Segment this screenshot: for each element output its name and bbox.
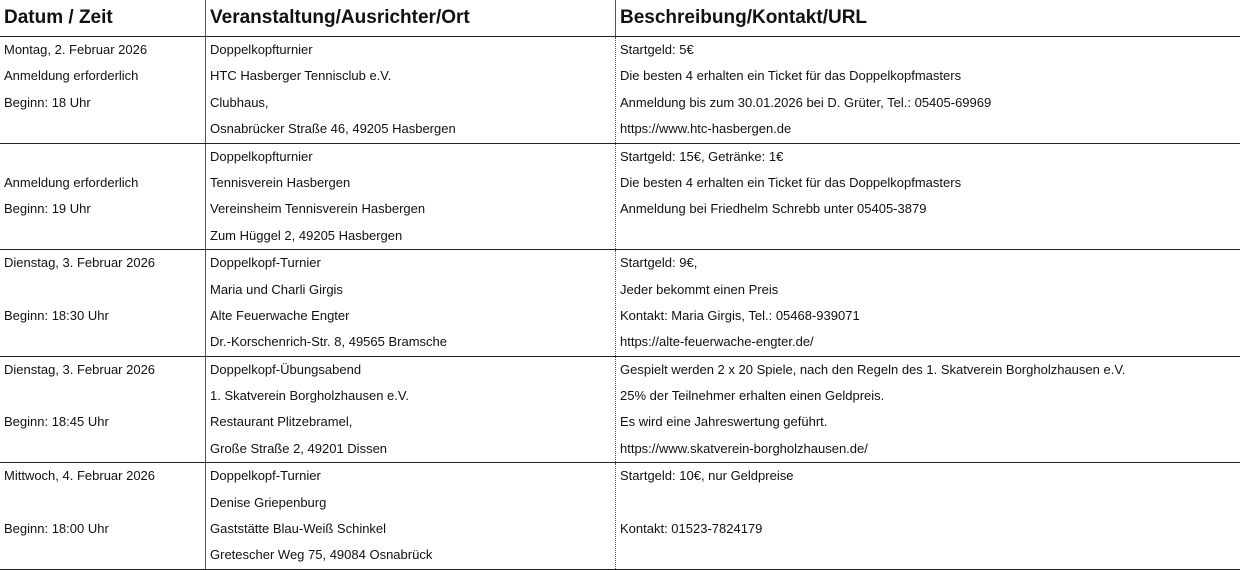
event-record: [0, 250, 1240, 357]
cell-line: Gretescher Weg 75, 49084 Osnabrück: [210, 547, 433, 563]
cell-line: Clubhaus,: [210, 94, 269, 110]
cell-line: [0, 116, 205, 142]
details-cell: [615, 357, 1240, 463]
cell-line: Dr.-Korschenrich-Str. 8, 49565 Bramsche: [210, 334, 447, 350]
cell-line: [0, 383, 205, 409]
datetime-cell: [0, 463, 205, 569]
cell-line: Dienstag, 3. Februar 2026: [4, 255, 156, 271]
cell-line: Anmeldung erforderlich: [4, 174, 139, 190]
event-record: [0, 357, 1240, 464]
cell-line: Beginn: 18:45 Uhr: [4, 414, 109, 430]
cell-line: Anmeldung bis zum 30.01.2026 bei D. Grüter, Tel.: 05405-69969: [620, 94, 992, 110]
details-cell: [615, 144, 1240, 250]
cell-line: Kontakt: Maria Girgis, Tel.: 05468-939071: [620, 307, 860, 323]
cell-line: Gaststätte Blau-Weiß Schinkel: [210, 521, 387, 537]
cell-line: Doppelkopf-Übungsabend: [210, 361, 362, 377]
cell-line: Startgeld: 10€, nur Geldpreise: [620, 468, 794, 484]
cell-line: Beginn: 18:30 Uhr: [4, 307, 109, 323]
header-details: Beschreibung/Kontakt/URL: [615, 0, 1240, 36]
header-datetime: Datum / Zeit: [4, 7, 113, 28]
cell-line: Restaurant Plitzebramel,: [210, 414, 353, 430]
event-record: [0, 37, 1240, 144]
event-cell: [205, 37, 615, 143]
cell-line: Alte Feuerwache Engter: [210, 307, 350, 323]
event-cell: [205, 144, 615, 250]
header-row: [0, 0, 1240, 37]
cell-line: 1. Skatverein Borgholzhausen e.V.: [210, 388, 409, 404]
cell-line: Anmeldung bei Friedhelm Schrebb unter 05405-3879: [620, 201, 927, 217]
cell-line: https://alte-feuerwache-engter.de/: [620, 334, 814, 350]
details-cell: [615, 250, 1240, 356]
cell-line: Zum Hüggel 2, 49205 Hasbergen: [210, 227, 403, 243]
cell-line: [616, 223, 1240, 249]
cell-line: [0, 542, 205, 568]
cell-line: Die besten 4 erhalten ein Ticket für das Doppelkopfmasters: [620, 68, 962, 84]
cell-line: Große Straße 2, 49201 Dissen: [210, 440, 388, 456]
cell-line: 25% der Teilnehmer erhalten einen Geldpreis.: [620, 388, 885, 404]
cell-line: [0, 329, 205, 355]
cell-line: [616, 490, 1240, 516]
header-event: Veranstaltung/Ausrichter/Ort: [205, 0, 615, 36]
cell-line: Montag, 2. Februar 2026: [4, 42, 148, 57]
cell-line: [0, 436, 205, 462]
cell-line: [616, 542, 1240, 568]
cell-line: Beginn: 18 Uhr: [4, 94, 91, 110]
cell-line: Vereinsheim Tennisverein Hasbergen: [210, 201, 426, 217]
cell-line: Startgeld: 15€, Getränke: 1€: [620, 148, 784, 164]
event-rows: [0, 37, 1240, 570]
cell-line: HTC Hasberger Tennisclub e.V.: [210, 68, 392, 84]
event-record: [0, 463, 1240, 570]
details-cell: [615, 463, 1240, 569]
cell-line: Die besten 4 erhalten ein Ticket für das Doppelkopfmasters: [620, 174, 962, 190]
event-cell: [205, 250, 615, 356]
datetime-cell: [0, 357, 205, 463]
cell-line: [0, 277, 205, 303]
datetime-cell: [0, 144, 205, 250]
cell-line: https://www.skatverein-borgholzhausen.de/: [620, 440, 868, 456]
cell-line: [0, 144, 205, 170]
cell-line: Gespielt werden 2 x 20 Spiele, nach den Regeln des 1. Skatverein Borgholzhausen e.V.: [620, 361, 1126, 377]
cell-line: Kontakt: 01523-7824179: [620, 521, 763, 537]
datetime-cell: [0, 250, 205, 356]
cell-line: https://www.htc-hasbergen.de: [620, 121, 792, 137]
cell-line: Jeder bekommt einen Preis: [620, 281, 779, 297]
cell-line: Doppelkopf-Turnier: [210, 255, 321, 271]
cell-line: Dienstag, 3. Februar 2026: [4, 361, 156, 377]
cell-line: Beginn: 18:00 Uhr: [4, 521, 109, 537]
cell-line: Mittwoch, 4. Februar 2026: [4, 468, 156, 484]
event-cell: [205, 357, 615, 463]
cell-line: [0, 223, 205, 249]
details-cell: [615, 37, 1240, 143]
cell-line: Doppelkopf-Turnier: [210, 468, 321, 484]
cell-line: Doppelkopfturnier: [210, 42, 313, 57]
cell-line: [0, 490, 205, 516]
cell-line: Startgeld: 9€,: [620, 255, 698, 271]
cell-line: Maria und Charli Girgis: [210, 281, 343, 297]
cell-line: Doppelkopfturnier: [210, 148, 313, 164]
cell-line: Es wird eine Jahreswertung geführt.: [620, 414, 828, 430]
datetime-cell: [0, 37, 205, 143]
cell-line: Anmeldung erforderlich: [4, 68, 139, 84]
cell-line: Startgeld: 5€: [620, 42, 694, 57]
cell-line: Beginn: 19 Uhr: [4, 201, 91, 217]
event-record: [0, 144, 1240, 251]
cell-line: Denise Griepenburg: [210, 494, 327, 510]
cell-line: Tennisverein Hasbergen: [210, 174, 351, 190]
cell-line: Osnabrücker Straße 46, 49205 Hasbergen: [210, 121, 456, 137]
event-cell: [205, 463, 615, 569]
